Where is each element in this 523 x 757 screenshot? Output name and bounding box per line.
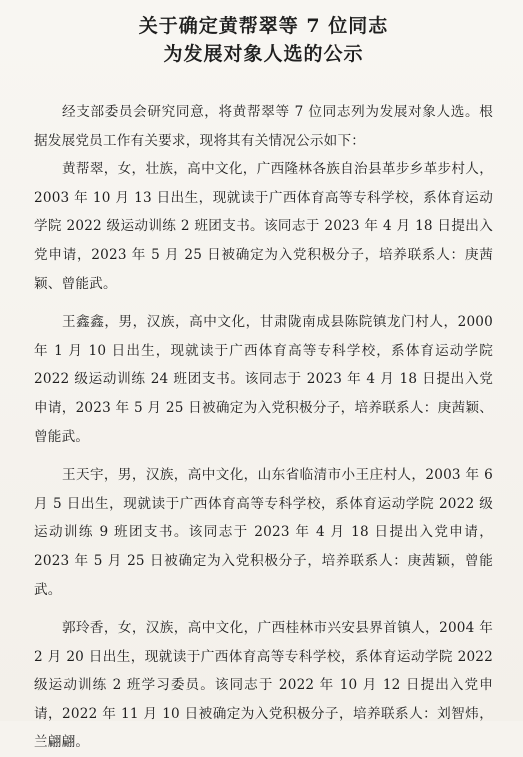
person-paragraph: 王天宇，男，汉族，高中文化，山东省临清市小王庄村人，2003 年 6 月 5 日出生，现就读于广西体育高等专科学校，系体育运动学院 2022 级运动训练 9 班团支书。该同志于 2023 年 4 月 18 日提出入党申请，2023 年 5 月 25 日被确定为入党积极分子，培养联系人：庚茜颖，曾能武。 (34, 467, 493, 598)
intro-paragraph: 经支部委员会研究同意，将黄帮翠等 7 位同志列为发展对象人选。根据发展党员工作有关要求，现将其有关情况公示如下： (34, 104, 493, 149)
document-title (34, 12, 493, 68)
person-paragraph: 郭玲香，女，汉族，高中文化，广西桂林市兴安县界首镇人，2004 年 2 月 20 日出生，现就读于广西体育高等专科学校，系体育运动学院 2022 级运动训练 2 班学习委员。该同志于 2022 年 10 月 12 日提出入党申请，2022 年 11 月 10 日被确定为入党积极分子，培养联系人：刘智炜，兰翩翩。 (34, 620, 493, 751)
persons-list (34, 155, 493, 757)
person-paragraph: 王鑫鑫，男，汉族，高中文化，甘肃陇南成县陈院镇龙门村人，2000 年 1 月 10 日出生，现就读于广西体育高等专科学校，系体育运动学院 2022 级运动训练 24 班团支书。该同志于 2023 年 4 月 18 日提出入党申请，2023 年 5 月 25 日被确定为入党积极分子，培养联系人：庚茜颖、曾能武。 (34, 314, 493, 445)
title-line-1: 关于确定黄帮翠等 7 位同志 (138, 15, 389, 37)
title-line-2: 为发展对象人选的公示 (163, 43, 364, 65)
person-paragraph: 黄帮翠，女，壮族，高中文化，广西隆林各族自治县革步乡革步村人，2003 年 10 月 13 日出生，现就读于广西体育高等专科学校，系体育运动学院 2022 级运动训练 2 班团支书。该同志于 2023 年 4 月 18 日提出入党申请，2023 年 5 月 25 日被确定为入党积极分子，培养联系人：庚茜颖、曾能武。 (34, 161, 493, 292)
